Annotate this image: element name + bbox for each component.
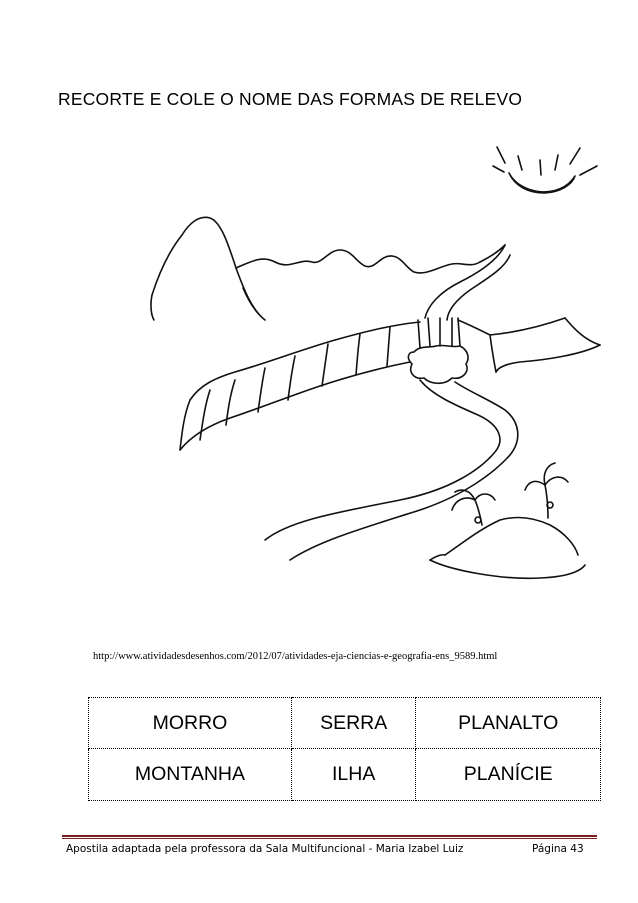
mountain-shape (151, 217, 265, 320)
word-cell[interactable]: PLANALTO (416, 698, 601, 749)
word-cell[interactable]: ILHA (291, 749, 416, 801)
word-cell[interactable]: PLANÍCIE (416, 749, 601, 801)
word-cell[interactable]: MONTANHA (89, 749, 292, 801)
footer-rule (62, 835, 597, 837)
word-cell[interactable]: SERRA (291, 698, 416, 749)
word-cell[interactable]: MORRO (89, 698, 292, 749)
footer-credit: Apostila adaptada pela professora da Sala Multifuncional - Maria Izabel Luiz (66, 843, 464, 855)
table-row (89, 749, 601, 801)
footer-rule-thin (62, 838, 597, 839)
waterfall-shape (408, 318, 468, 383)
sun-icon (493, 147, 597, 193)
page-number: Página 43 (532, 843, 584, 855)
word-table (88, 697, 601, 801)
river-shape (425, 245, 510, 320)
page-title: RECORTE E COLE O NOME DAS FORMAS DE RELEVO (58, 89, 523, 109)
river-lower-shape (265, 380, 518, 560)
mountain-range-shape (236, 250, 480, 273)
plateau-shape (180, 318, 600, 450)
source-url: http://www.atividadesdesenhos.com/2012/07/atividades-eja-ciencias-e-geografia-ens_9589.html (93, 651, 498, 662)
island-shape (430, 463, 585, 578)
table-row (89, 698, 601, 749)
